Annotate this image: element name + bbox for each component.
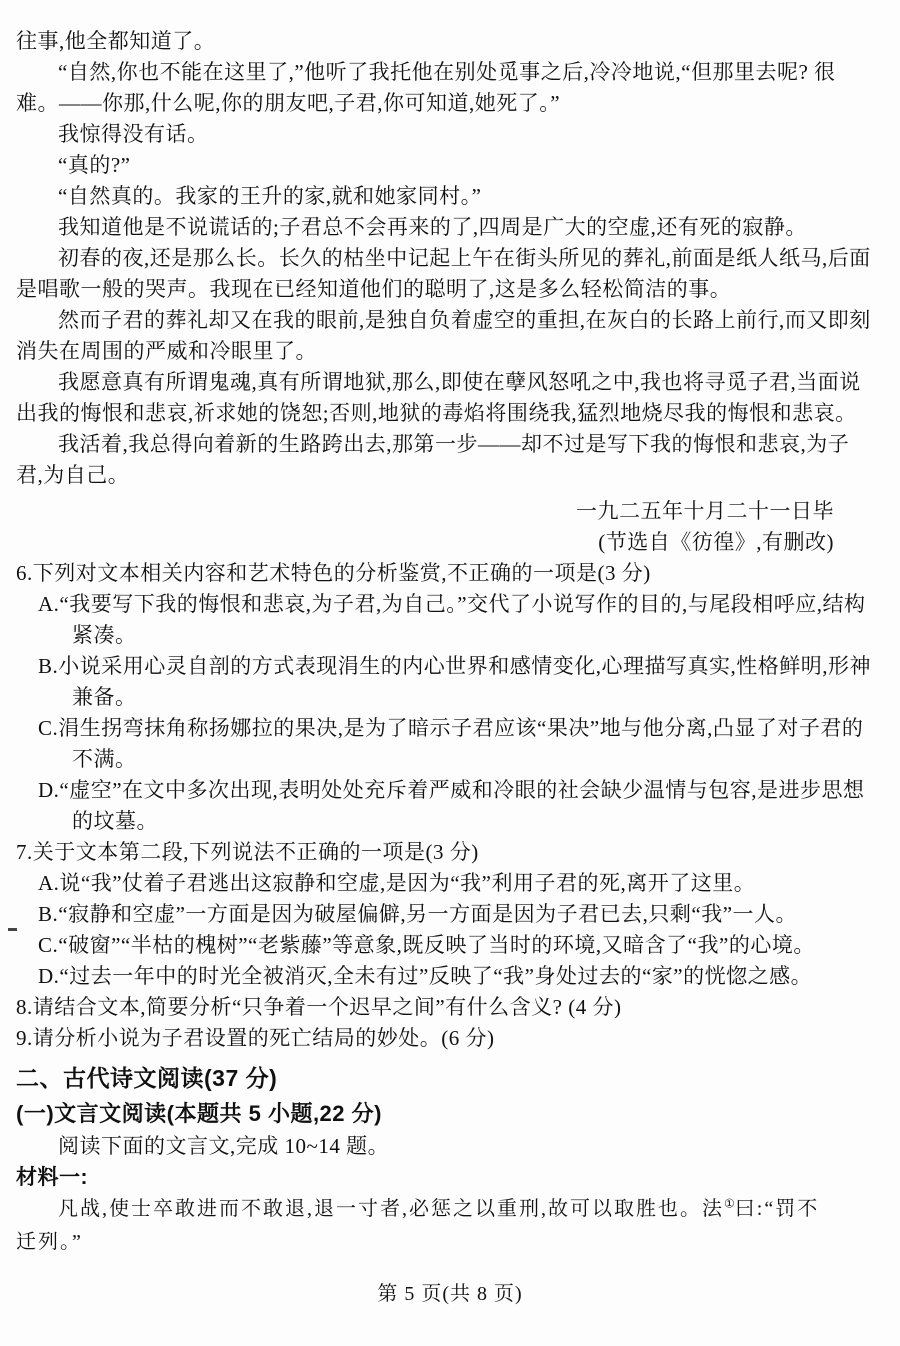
passage-date-line: 一九二五年十月二十一日毕 [576, 499, 834, 523]
scan-artifact-mark [8, 928, 17, 931]
classical-text-line-2: 迁列。” [16, 1231, 83, 1253]
passage-line: “真的?” [58, 153, 131, 177]
question-6-option-d: D.“虚空”在文中多次出现,表明处处充斥着严威和冷眼的社会缺少温情与包容,是进步思想 [38, 778, 865, 802]
passage-line: 难。——你那,什么呢,你的朋友吧,子君,你可知道,她死了。” [16, 91, 561, 115]
question-7-option-d: D.“过去一年中的时光全被消灭,全未有过”反映了“我”身处过去的“家”的恍惚之感。 [38, 964, 813, 988]
passage-source-line: (节选自《彷徨》,有删改) [598, 530, 834, 554]
footnote-1-marker: ① [724, 1196, 735, 1211]
question-6-option-a: A.“我要写下我的悔恨和悲哀,为子君,为自己。”交代了小说写作的目的,与尾段相呼应,结构 [38, 592, 866, 616]
passage-line: 君,为自己。 [16, 463, 130, 487]
question-6-option-c-2: 不满。 [72, 747, 137, 771]
question-8-stem: 8.请结合文本,简要分析“只争着一个迟早之间”有什么含义? (4 分) [16, 995, 622, 1019]
classical-text-pre: 凡战,使士卒敢进而不敢退,退一寸者,必惩之以重刑,故可以取胜也。法 [58, 1198, 724, 1220]
question-6-option-b: B.小说采用心灵自剖的方式表现涓生的内心世界和感情变化,心理描写真实,性格鲜明,形神 [38, 654, 872, 678]
passage-line: “自然真的。我家的王升的家,就和她家同村。” [58, 184, 482, 208]
passage-line: 初春的夜,还是那么长。长久的枯坐中记起上午在街头所见的葬礼,前面是纸人纸马,后面 [58, 246, 871, 270]
classical-text-post: 曰:“罚不 [734, 1198, 820, 1220]
passage-line: 消失在周围的严威和冷眼里了。 [16, 339, 317, 363]
passage-line: 往事,他全都知道了。 [16, 29, 216, 53]
passage-line: 出我的悔恨和悲哀,祈求她的饶恕;否则,地狱的毒焰将围绕我,猛烈地烧尽我的悔恨和悲哀。 [16, 401, 857, 425]
question-9-stem: 9.请分析小说为子君设置的死亡结局的妙处。(6 分) [16, 1026, 495, 1050]
section-2-subheading: (一)文言文阅读(本题共 5 小题,22 分) [16, 1101, 382, 1126]
question-7-option-a: A.说“我”仗着子君逃出这寂静和空虚,是因为“我”利用子君的死,离开了这里。 [38, 871, 756, 895]
material-1-label: 材料一: [16, 1166, 88, 1189]
question-6-option-a-2: 紧凑。 [72, 623, 137, 647]
reading-instruction: 阅读下面的文言文,完成 10~14 题。 [58, 1134, 390, 1158]
passage-line: 然而子君的葬礼却又在我的眼前,是独自负着虚空的重担,在灰白的长路上前行,而又即刻 [58, 308, 871, 332]
passage-line: 我惊得没有话。 [58, 122, 209, 146]
passage-line: “自然,你也不能在这里了,”他听了我托他在别处觅事之后,冷冷地说,“但那里去呢? 很 [58, 60, 836, 84]
passage-line: 我知道他是不说谎话的;子君总不会再来的了,四周是广大的空虚,还有死的寂静。 [58, 215, 807, 239]
passage-line: 我愿意真有所谓鬼魂,真有所谓地狱,那么,即使在孽风怒吼之中,我也将寻觅子君,当面说 [58, 370, 861, 394]
question-7-stem: 7.关于文本第二段,下列说法不正确的一项是(3 分) [16, 840, 479, 864]
question-6-option-d-2: 的坟墓。 [72, 809, 158, 833]
question-6-option-b-2: 兼备。 [72, 685, 137, 709]
question-6-stem: 6.下列对文本相关内容和艺术特色的分析鉴赏,不正确的一项是(3 分) [16, 561, 651, 585]
passage-line: 是唱歌一般的哭声。我现在已经知道他们的聪明了,这是多么轻松简洁的事。 [16, 277, 732, 301]
question-6-option-c: C.涓生拐弯抹角称扬娜拉的果决,是为了暗示子君应该“果决”地与他分离,凸显了对子君的 [38, 716, 864, 740]
section-2-heading: 二、古代诗文阅读(37 分) [16, 1065, 278, 1091]
question-7-option-c: C.“破窗”“半枯的槐树”“老紫藤”等意象,既反映了当时的环境,又暗含了“我”的心境。 [38, 933, 815, 957]
passage-line: 我活着,我总得向着新的生路跨出去,那第一步——却不过是写下我的悔恨和悲哀,为子 [58, 432, 850, 456]
question-7-option-b: B.“寂静和空虚”一方面是因为破屋偏僻,另一方面是因为子君已去,只剩“我”一人。 [38, 902, 798, 926]
classical-text-line-1 [16, 1193, 874, 1226]
page-number-footer: 第 5 页(共 8 页) [377, 1283, 523, 1305]
